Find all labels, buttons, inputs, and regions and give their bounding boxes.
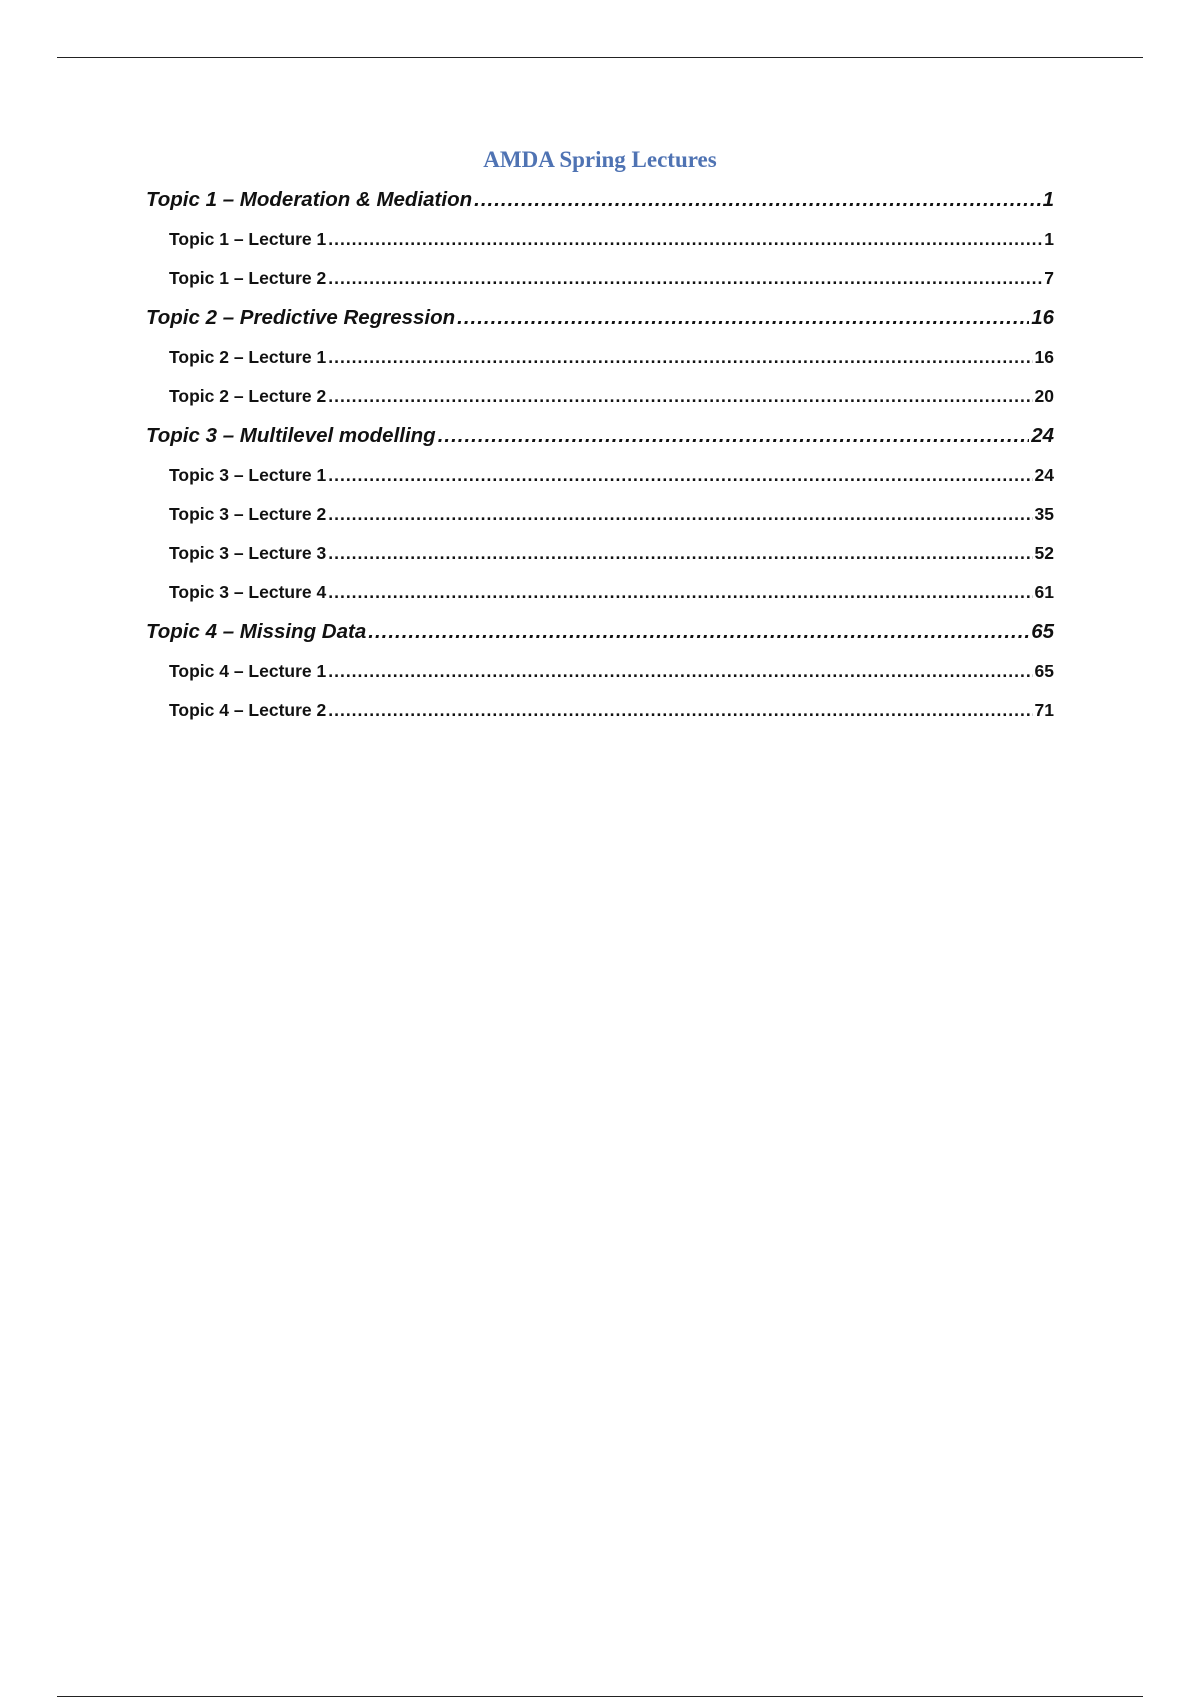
toc-entry-page: 1 <box>1042 188 1054 211</box>
dot-leader <box>328 652 1032 691</box>
toc-entry-page: 52 <box>1034 543 1054 563</box>
dot-leader <box>328 220 1042 259</box>
toc-entry-label: Topic 3 – Lecture 1 <box>169 465 327 485</box>
dot-leader <box>328 456 1032 495</box>
toc-entry-topic-3-lecture-3[interactable] <box>146 534 1054 573</box>
dot-leader <box>328 338 1032 377</box>
toc-entry-label: Topic 2 – Predictive Regression <box>146 306 456 329</box>
toc-entry-page: 16 <box>1034 347 1054 367</box>
footer-rule <box>57 1696 1143 1697</box>
toc-entry-topic-4-lecture-1[interactable] <box>146 652 1054 691</box>
dot-leader <box>328 573 1032 612</box>
header-rule <box>57 57 1143 58</box>
toc-entry-label: Topic 1 – Moderation & Mediation <box>146 188 473 211</box>
toc-entry-topic-3-lecture-2[interactable] <box>146 495 1054 534</box>
toc-entry-page: 1 <box>1044 229 1054 249</box>
dot-leader <box>474 180 1040 220</box>
toc-entry-page: 20 <box>1034 386 1054 406</box>
toc-entry-page: 65 <box>1031 620 1054 643</box>
toc-entry-topic-3[interactable] <box>146 416 1054 456</box>
toc-entry-label: Topic 4 – Missing Data <box>146 620 367 643</box>
toc-entry-label: Topic 2 – Lecture 2 <box>169 386 327 406</box>
toc-entry-topic-1[interactable] <box>146 180 1054 220</box>
toc-entry-topic-4[interactable] <box>146 612 1054 652</box>
dot-leader <box>328 259 1042 298</box>
dot-leader <box>328 691 1032 730</box>
toc-entry-page: 24 <box>1031 424 1054 447</box>
toc-entry-label: Topic 1 – Lecture 2 <box>169 268 327 288</box>
toc-entry-page: 71 <box>1034 700 1054 720</box>
toc-entry-page: 24 <box>1034 465 1054 485</box>
toc-entry-page: 65 <box>1034 661 1054 681</box>
toc-entry-label: Topic 3 – Lecture 3 <box>169 543 327 563</box>
toc-entry-label: Topic 2 – Lecture 1 <box>169 347 327 367</box>
toc-entry-topic-1-lecture-1[interactable] <box>146 220 1054 259</box>
table-of-contents <box>146 140 1054 730</box>
toc-entry-topic-2-lecture-2[interactable] <box>146 377 1054 416</box>
dot-leader <box>368 612 1029 652</box>
toc-entry-topic-2-lecture-1[interactable] <box>146 338 1054 377</box>
toc-entry-topic-3-lecture-4[interactable] <box>146 573 1054 612</box>
toc-entry-topic-3-lecture-1[interactable] <box>146 456 1054 495</box>
dot-leader <box>328 495 1032 534</box>
toc-entry-topic-2[interactable] <box>146 298 1054 338</box>
dot-leader <box>457 298 1029 338</box>
dot-leader <box>328 534 1032 573</box>
toc-entry-label: Topic 3 – Multilevel modelling <box>146 424 436 447</box>
toc-entry-page: 35 <box>1034 504 1054 524</box>
toc-entry-page: 16 <box>1031 306 1054 329</box>
toc-entry-label: Topic 3 – Lecture 2 <box>169 504 327 524</box>
toc-entry-page: 61 <box>1034 582 1054 602</box>
toc-entry-label: Topic 3 – Lecture 4 <box>169 582 327 602</box>
toc-entry-topic-1-lecture-2[interactable] <box>146 259 1054 298</box>
dot-leader <box>438 416 1029 456</box>
toc-entry-label: Topic 4 – Lecture 2 <box>169 700 327 720</box>
toc-title: AMDA Spring Lectures <box>483 147 717 172</box>
toc-entry-topic-4-lecture-2[interactable] <box>146 691 1054 730</box>
dot-leader <box>328 377 1032 416</box>
toc-entry-label: Topic 1 – Lecture 1 <box>169 229 327 249</box>
toc-entry-label: Topic 4 – Lecture 1 <box>169 661 327 681</box>
toc-entry-page: 7 <box>1044 268 1054 288</box>
